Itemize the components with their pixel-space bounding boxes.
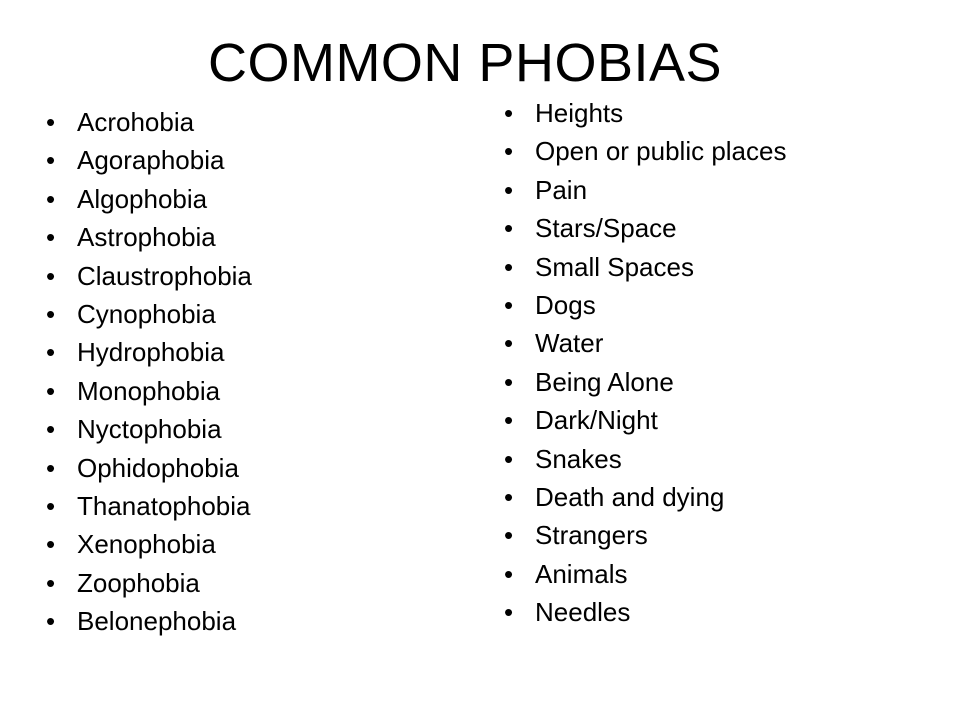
- fear-meaning: Death and dying: [535, 481, 725, 512]
- bullet-icon: •: [46, 260, 56, 291]
- bullet-icon: •: [46, 107, 56, 137]
- bullet-icon: •: [504, 558, 514, 589]
- bullet-icon: •: [504, 520, 514, 551]
- phobia-name: Zoophobia: [77, 567, 200, 598]
- bullet-icon: •: [46, 529, 56, 560]
- list-item: [504, 401, 786, 439]
- fear-meaning: Small Spaces: [535, 251, 694, 282]
- phobia-name: Astrophobia: [77, 222, 216, 253]
- list-item: [46, 372, 252, 410]
- bullet-icon: •: [504, 328, 514, 359]
- list-item: [504, 516, 786, 554]
- phobia-name: Acrohobia: [77, 107, 195, 137]
- list-item: [504, 171, 786, 209]
- list-item: [46, 218, 252, 256]
- list-item: [46, 180, 252, 218]
- list-item: [46, 103, 252, 141]
- bullet-icon: •: [504, 405, 514, 436]
- phobia-name: Agoraphobia: [77, 145, 225, 176]
- fear-meaning: Being Alone: [535, 366, 674, 397]
- list-item: [46, 564, 252, 602]
- list-item: [504, 248, 786, 286]
- fear-meaning: Snakes: [535, 443, 622, 474]
- bullet-icon: •: [46, 298, 56, 329]
- list-item: [504, 593, 786, 631]
- list-item: [504, 324, 786, 362]
- list-item: [46, 487, 252, 525]
- phobia-name: Ophidophobia: [77, 452, 239, 483]
- phobia-name: Claustrophobia: [77, 260, 252, 291]
- list-item: [46, 333, 252, 371]
- phobia-name: Belonephobia: [77, 606, 237, 637]
- list-item: [504, 132, 787, 170]
- phobia-name: Algophobia: [77, 183, 208, 214]
- bullet-icon: •: [46, 183, 56, 214]
- list-item: [504, 209, 786, 247]
- slide-title: COMMON PHOBIAS: [207, 33, 723, 93]
- bullet-icon: •: [504, 251, 514, 282]
- bullet-icon: •: [504, 136, 514, 167]
- fear-meaning: Pain: [535, 174, 588, 205]
- bullet-icon: •: [46, 606, 56, 637]
- list-item: [504, 440, 786, 478]
- bullet-icon: •: [504, 443, 514, 474]
- bullet-icon: •: [46, 567, 56, 598]
- fear-meaning: Heights: [535, 98, 624, 128]
- fear-meanings-list: [504, 94, 787, 631]
- fear-meaning: Dark/Night: [535, 405, 658, 436]
- list-item: [46, 602, 252, 640]
- bullet-icon: •: [46, 452, 56, 483]
- list-item: [46, 295, 252, 333]
- bullet-icon: •: [504, 481, 514, 512]
- phobia-name: Xenophobia: [77, 529, 216, 560]
- phobia-name: Monophobia: [77, 375, 221, 406]
- list-item: [504, 555, 786, 593]
- bullet-icon: •: [504, 174, 514, 205]
- bullet-icon: •: [46, 222, 56, 253]
- bullet-icon: •: [504, 597, 514, 628]
- fear-meaning: Animals: [535, 558, 628, 589]
- fear-meaning: Open or public places: [535, 136, 787, 167]
- fear-meaning: Water: [535, 328, 604, 359]
- bullet-icon: •: [46, 145, 56, 176]
- bullet-icon: •: [504, 213, 514, 244]
- fear-meaning: Strangers: [535, 520, 648, 551]
- phobia-name: Cynophobia: [77, 298, 216, 329]
- phobia-name: Nyctophobia: [77, 414, 222, 445]
- bullet-icon: •: [504, 366, 514, 397]
- bullet-icon: •: [46, 414, 56, 445]
- bullet-icon: •: [504, 289, 514, 320]
- phobia-names-list: [46, 103, 252, 640]
- list-item: [504, 478, 786, 516]
- phobia-name: Thanatophobia: [77, 490, 251, 521]
- phobia-name: Hydrophobia: [77, 337, 225, 368]
- bullet-icon: •: [46, 490, 56, 521]
- list-item: [504, 94, 786, 132]
- list-item: [46, 141, 252, 179]
- bullet-icon: •: [504, 98, 514, 128]
- list-item: [504, 363, 786, 401]
- fear-meaning: Dogs: [535, 289, 596, 320]
- bullet-icon: •: [46, 375, 56, 406]
- list-item: [504, 286, 786, 324]
- list-item: [46, 525, 252, 563]
- list-item: [46, 449, 252, 487]
- fear-meaning: Stars/Space: [535, 213, 677, 244]
- list-item: [46, 257, 252, 295]
- list-item: [46, 410, 252, 448]
- fear-meaning: Needles: [535, 597, 631, 628]
- bullet-icon: •: [46, 337, 56, 368]
